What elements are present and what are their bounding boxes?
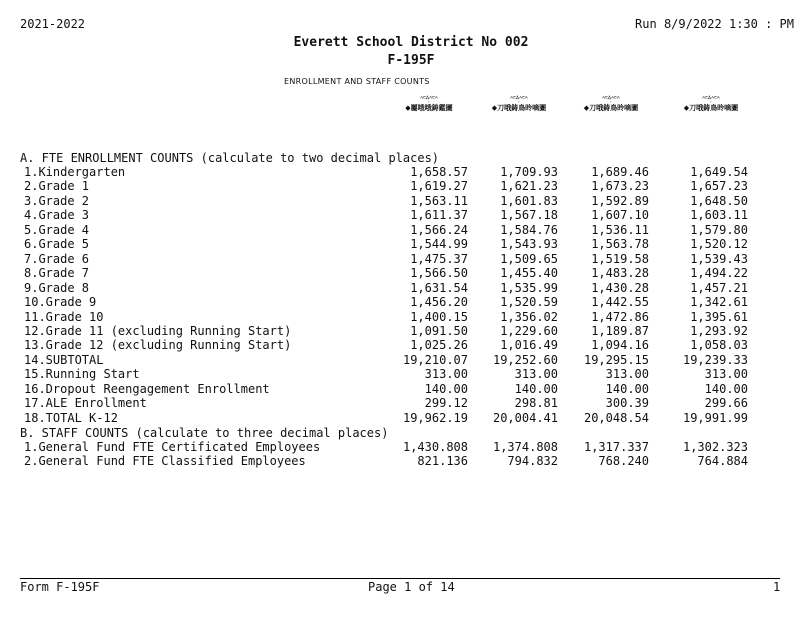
- footer-divider: [20, 578, 780, 579]
- enrollment-row-label: 2.Grade 1: [24, 179, 90, 194]
- column-header-2: [474, 95, 564, 113]
- enrollment-row-value: 299.66: [704, 396, 748, 411]
- enrollment-row-value: 313.00: [704, 367, 748, 382]
- enrollment-row-value: 1,631.54: [410, 280, 468, 295]
- enrollment-row-value: 1,535.99: [500, 280, 558, 295]
- enrollment-row-label: 1.Kindergarten: [24, 165, 126, 179]
- enrollment-row-label: 7.Grade 6: [24, 251, 90, 266]
- enrollment-row-value: 1,603.11: [690, 208, 748, 223]
- enrollment-row-value: 1,472.86: [591, 309, 649, 324]
- enrollment-row-value: 19,210.07: [402, 352, 468, 367]
- enrollment-row-value: 1,536.11: [591, 222, 649, 237]
- column-header-1-line1: ᴬᴱᴬ᷊ᴬᴱᴬ: [420, 95, 438, 103]
- enrollment-row-label: 6.Grade 5: [24, 237, 90, 252]
- enrollment-row-value: 1,621.23: [500, 179, 558, 194]
- enrollment-row-label: 3.Grade 2: [24, 193, 90, 208]
- enrollment-row-label: 16.Dropout Reengagement Enrollment: [24, 381, 270, 396]
- enrollment-row-value: 1,567.18: [500, 208, 558, 223]
- enrollment-row-value: 1,709.93: [500, 165, 558, 179]
- enrollment-row-label: 4.Grade 3: [24, 208, 90, 223]
- staff-row-value: 821.136: [417, 454, 468, 469]
- enrollment-row-value: 140.00: [605, 381, 649, 396]
- enrollment-row-value: 1,229.60: [500, 323, 558, 338]
- footer-right-number: 1: [773, 580, 781, 594]
- enrollment-row-value: 1,566.50: [410, 266, 468, 281]
- enrollment-row-value: 1,543.93: [500, 237, 558, 252]
- enrollment-row-value: 1,649.54: [690, 165, 748, 179]
- enrollment-row-label: 9.Grade 8: [24, 280, 90, 295]
- enrollment-row-label: 18.TOTAL K-12: [24, 410, 118, 425]
- enrollment-row-value: 300.39: [605, 396, 649, 411]
- district-title: Everett School District No 002: [293, 35, 529, 50]
- staff-row-label: 2.General Fund FTE Classified Employees: [24, 454, 306, 469]
- enrollment-row-value: 140.00: [424, 381, 468, 396]
- enrollment-row-label: 5.Grade 4: [24, 222, 90, 237]
- enrollment-row-value: 140.00: [514, 381, 558, 396]
- enrollment-row-value: 1,673.23: [591, 179, 649, 194]
- enrollment-row-value: 20,004.41: [492, 410, 558, 425]
- column-header-3: [566, 95, 656, 113]
- enrollment-row-value: 1,611.37: [410, 208, 468, 223]
- enrollment-row-value: 1,657.23: [690, 179, 748, 194]
- enrollment-row-value: 1,509.65: [500, 251, 558, 266]
- enrollment-row-value: 1,563.78: [591, 237, 649, 252]
- enrollment-row-value: 1,648.50: [690, 193, 748, 208]
- enrollment-row-value: 140.00: [704, 381, 748, 396]
- enrollment-row-value: 1,544.99: [410, 237, 468, 252]
- form-title: F-195F: [387, 53, 435, 68]
- enrollment-row-value: 1,579.80: [690, 222, 748, 237]
- school-year: 2021-2022: [20, 17, 86, 31]
- enrollment-row-value: 1,566.24: [410, 222, 468, 237]
- enrollment-row-value: 1,455.40: [500, 266, 558, 281]
- enrollment-row-value: 1,619.27: [410, 179, 468, 194]
- enrollment-row-label: 15.Running Start: [24, 367, 140, 382]
- report-subtitle: ENROLLMENT AND STAFF COUNTS: [284, 77, 430, 86]
- enrollment-row-value: 1,483.28: [591, 266, 649, 281]
- enrollment-row-value: 1,475.37: [410, 251, 468, 266]
- staff-row-value: 1,302.323: [682, 440, 748, 454]
- enrollment-row-value: 1,094.16: [591, 338, 649, 353]
- enrollment-row-value: 313.00: [424, 367, 468, 382]
- enrollment-row-value: 1,584.76: [500, 222, 558, 237]
- enrollment-row-value: 19,295.15: [583, 352, 649, 367]
- enrollment-row-value: 1,395.61: [690, 309, 748, 324]
- enrollment-row-value: 298.81: [514, 396, 558, 411]
- column-header-4: [666, 95, 756, 113]
- enrollment-row-value: 1,091.50: [410, 323, 468, 338]
- enrollment-row-label: 13.Grade 12 (excluding Running Start): [24, 338, 292, 353]
- enrollment-row-value: 1,430.28: [591, 280, 649, 295]
- run-timestamp: Run 8/9/2022 1:30 : PM: [635, 17, 794, 31]
- enrollment-row-value: 1,494.22: [690, 266, 748, 281]
- staff-row-value: 1,317.337: [583, 440, 649, 454]
- enrollment-row-value: 1,539.43: [690, 251, 748, 266]
- enrollment-row-value: 1,601.83: [500, 193, 558, 208]
- enrollment-row-value: 1,592.89: [591, 193, 649, 208]
- enrollment-row-label: 17.ALE Enrollment: [24, 396, 147, 411]
- enrollment-row-value: 1,456.20: [410, 295, 468, 310]
- enrollment-row-value: 19,962.19: [402, 410, 468, 425]
- section-b-heading: B. STAFF COUNTS (calculate to three decimal places): [20, 426, 389, 440]
- section-a-heading: A. FTE ENROLLMENT COUNTS (calculate to two decimal places): [20, 151, 440, 165]
- enrollment-row-value: 20,048.54: [583, 410, 649, 425]
- column-header-3-line1: ᴬᴱᴬ᷊ᴬᴱᴬ: [602, 95, 620, 103]
- column-header-2-line2: ◆刀哦鋳鳥昤嘀圕: [491, 104, 547, 112]
- enrollment-row-value: 1,658.57: [410, 165, 468, 179]
- enrollment-row-value: 1,058.03: [690, 338, 748, 353]
- enrollment-row-value: 19,252.60: [492, 352, 558, 367]
- staff-row-value: 764.884: [697, 454, 748, 469]
- enrollment-row-value: 299.12: [424, 396, 468, 411]
- enrollment-row-value: 19,991.99: [682, 410, 748, 425]
- enrollment-row-value: 313.00: [514, 367, 558, 382]
- footer-page-number: Page 1 of 14: [368, 580, 455, 594]
- column-header-2-line1: ᴬᴱᴬ᷊ᴬᴱᴬ: [510, 95, 528, 103]
- enrollment-row-value: 1,016.49: [500, 338, 558, 353]
- enrollment-row-value: 1,442.55: [591, 295, 649, 310]
- enrollment-row-value: 1,457.21: [690, 280, 748, 295]
- enrollment-row-label: 14.SUBTOTAL: [24, 352, 104, 367]
- staff-row-label: 1.General Fund FTE Certificated Employees: [24, 440, 321, 454]
- enrollment-row-value: 1,025.26: [410, 338, 468, 353]
- enrollment-row-value: 1,400.15: [410, 309, 468, 324]
- enrollment-row-value: 1,189.87: [591, 323, 649, 338]
- enrollment-row-value: 1,519.58: [591, 251, 649, 266]
- column-header-4-line1: ᴬᴱᴬ᷊ᴬᴱᴬ: [702, 95, 720, 103]
- enrollment-row-label: 12.Grade 11 (excluding Running Start): [24, 323, 292, 338]
- enrollment-row-value: 1,293.92: [690, 323, 748, 338]
- column-header-3-line2: ◆刀哦鋳鳥昤嘀圕: [583, 104, 639, 112]
- footer-form-name: Form F-195F: [20, 580, 100, 594]
- staff-row-value: 768.240: [598, 454, 649, 469]
- staff-row-value: 794.832: [507, 454, 558, 469]
- enrollment-row-value: 1,356.02: [500, 309, 558, 324]
- enrollment-row-value: 19,239.33: [682, 352, 748, 367]
- enrollment-row-label: 11.Grade 10: [24, 309, 104, 324]
- enrollment-row-value: 1,689.46: [591, 165, 649, 179]
- enrollment-row-value: 1,563.11: [410, 193, 468, 208]
- column-header-4-line2: ◆刀哦鋳鳥昤嘀圕: [683, 104, 739, 112]
- column-header-1-line2: ◆屬哦哦鋳鑑圕: [405, 104, 453, 112]
- enrollment-row-value: 1,520.59: [500, 295, 558, 310]
- staff-row-value: 1,374.808: [492, 440, 558, 454]
- enrollment-row-value: 313.00: [605, 367, 649, 382]
- staff-row-value: 1,430.808: [402, 440, 468, 454]
- enrollment-row-value: 1,342.61: [690, 295, 748, 310]
- enrollment-row-label: 8.Grade 7: [24, 266, 90, 281]
- enrollment-row-value: 1,520.12: [690, 237, 748, 252]
- column-header-1: [384, 95, 474, 113]
- enrollment-row-value: 1,607.10: [591, 208, 649, 223]
- enrollment-row-label: 10.Grade 9: [24, 295, 97, 310]
